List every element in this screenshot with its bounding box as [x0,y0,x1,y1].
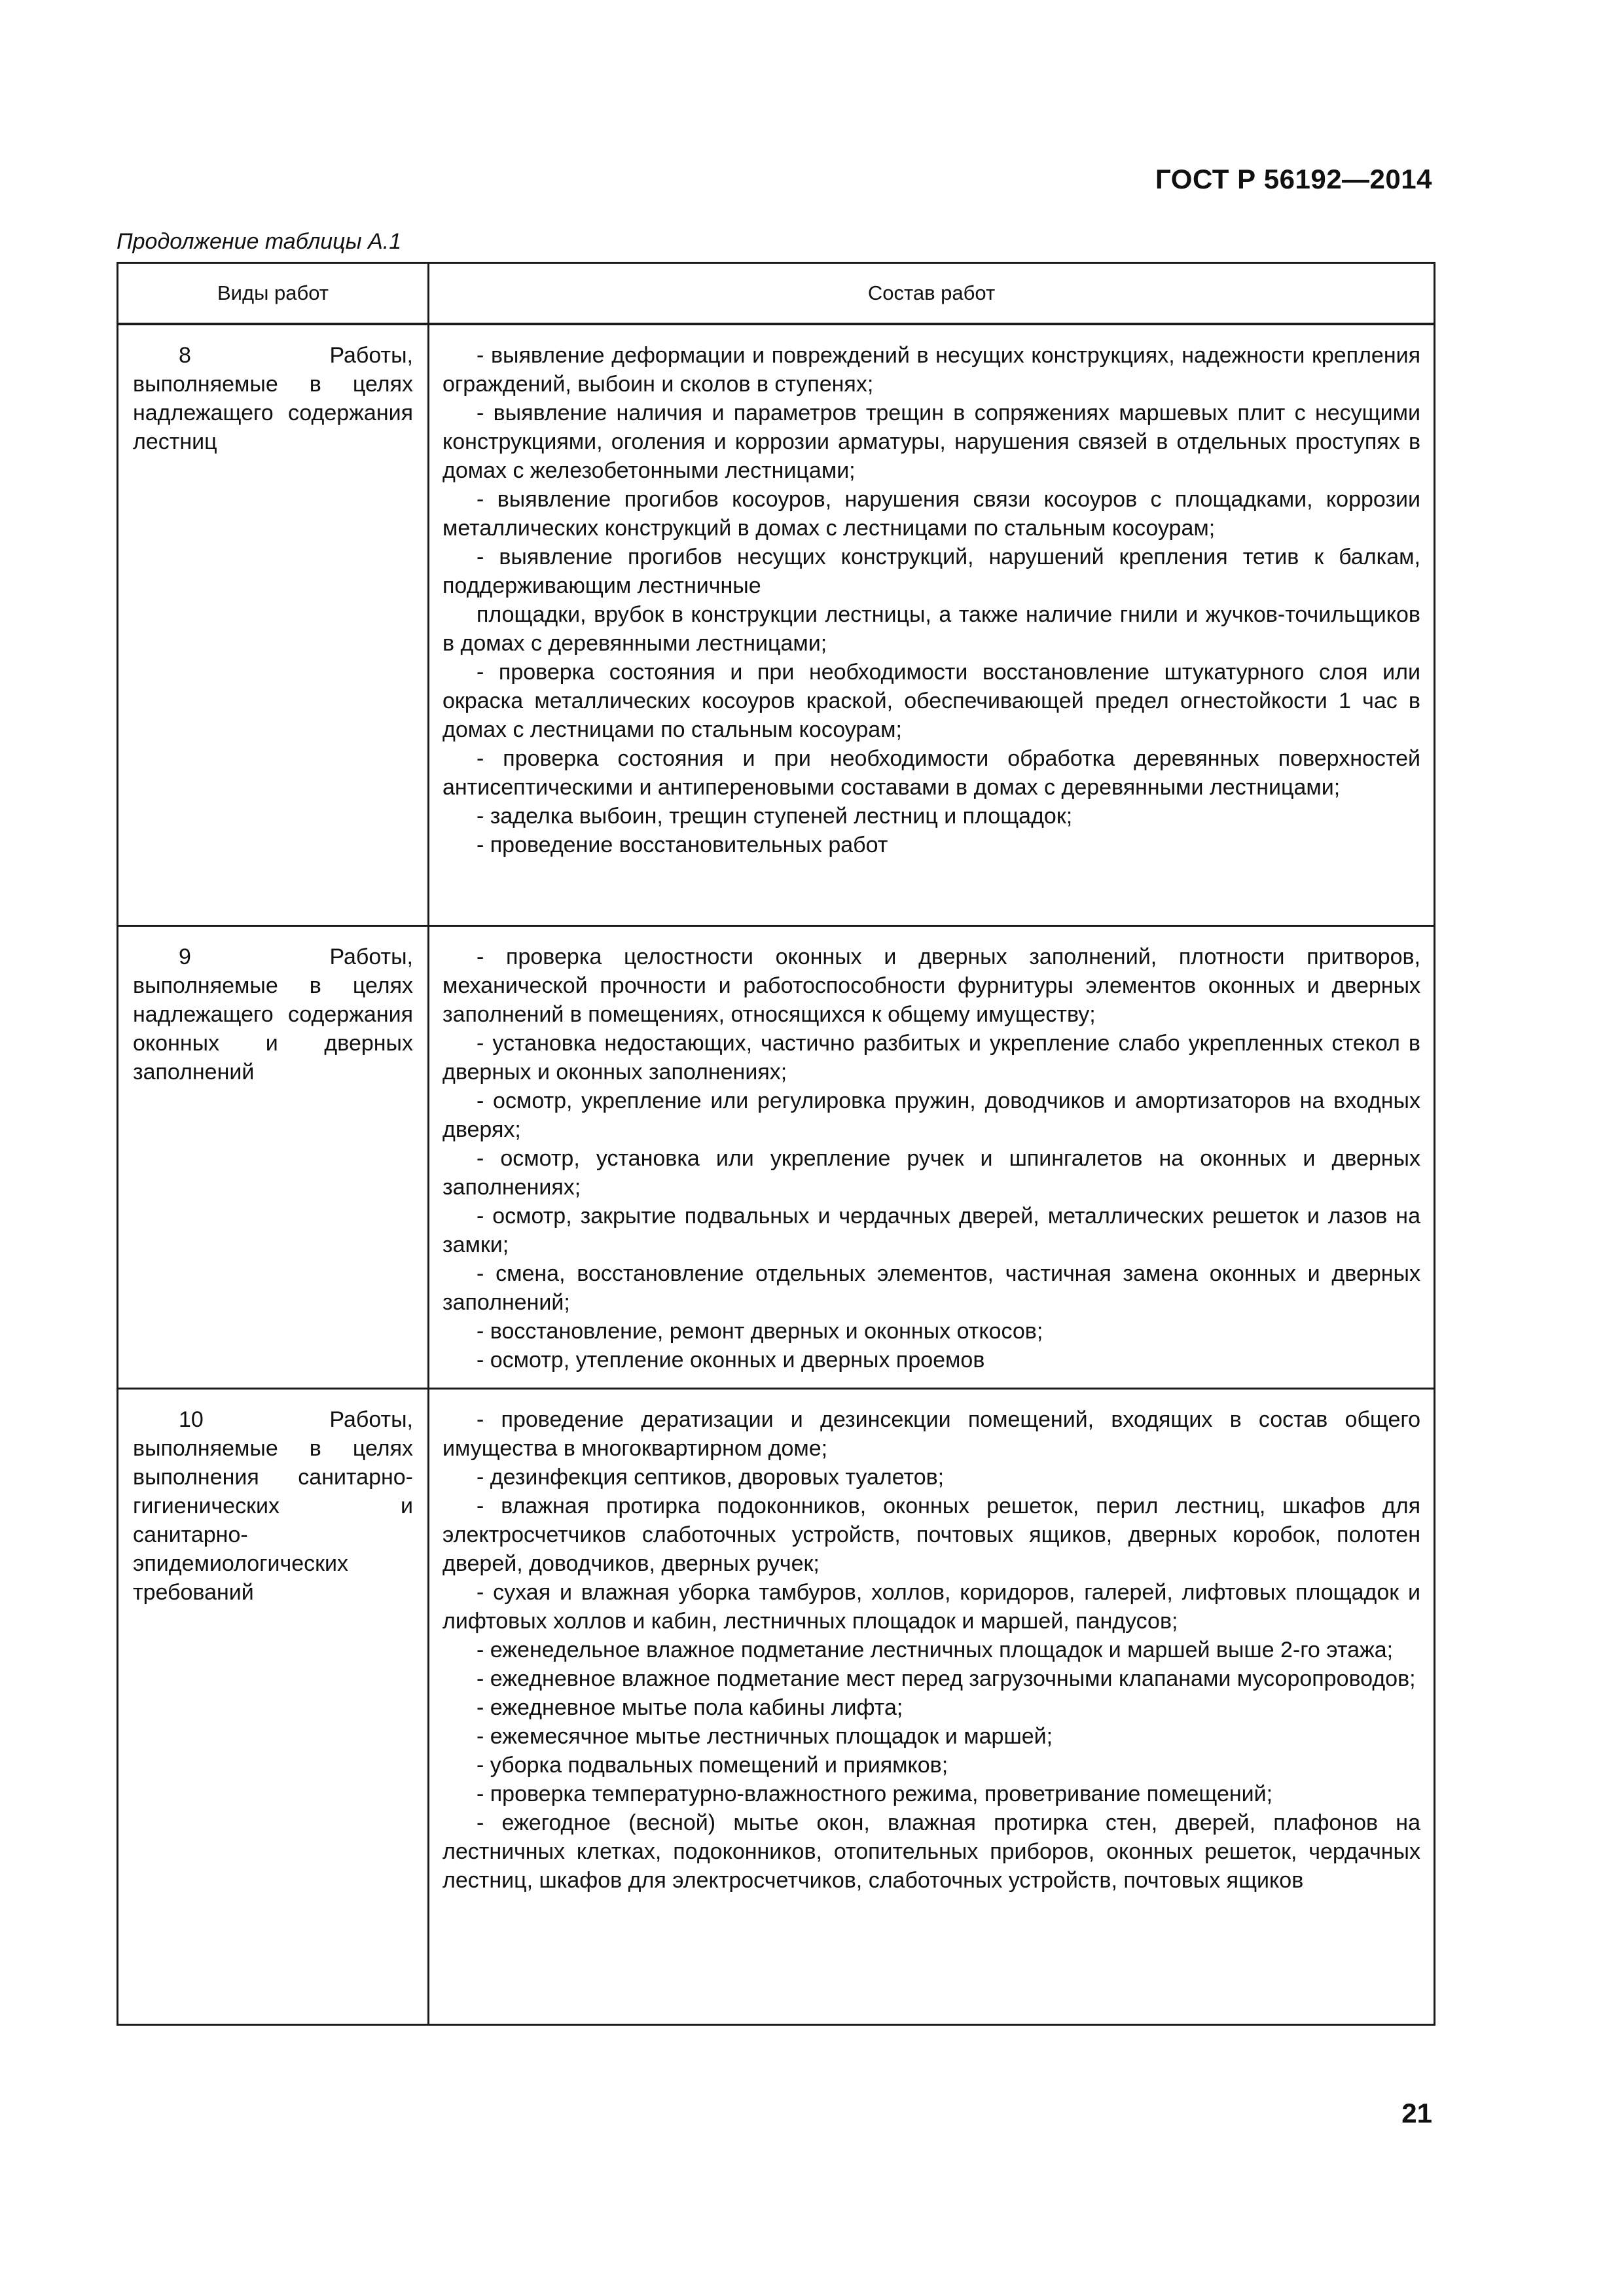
work-kind-cell [118,1389,429,2025]
list-item: - сухая и влажная уборка тамбуров, холлов, коридоров, галерей, лифтовых площадок и лифтовых холлов и кабин, лестничных площадок и маршей, пандусов; [442,1580,1420,1634]
list-item: - выявление прогибов несущих конструкций, нарушений крепления тетив к балкам, поддерживающим лестничные [442,545,1420,598]
list-item: площадки, врубок в конструкции лестницы, а также наличие гнили и жучков-точильщиков в домах с деревянными лестницами; [442,602,1420,656]
list-item: - проведение восстановительных работ [477,833,888,857]
list-item: - смена, восстановление отдельных элементов, частичная замена оконных и дверных заполнений; [442,1261,1420,1315]
work-content-cell [429,324,1435,926]
list-item: - ежемесячное мытье лестничных площадок и маршей; [477,1724,1053,1749]
work-kind-text: 8 Работы, выполняемые в целях надлежащего содержания лестниц [133,343,413,454]
list-item: - уборка подвальных помещений и приямков; [477,1753,948,1778]
list-item: - выявление деформации и повреждений в несущих конструкциях, надежности крепления ограждений, выбоин и сколов в ступенях; [442,343,1420,397]
list-item: - влажная протирка подоконников, оконных решеток, перил лестниц, шкафов для электросчетчиков слаботочных устройств, почтовых ящиков, дверных коробок, полотен дверей, доводчиков, дверных ручек; [442,1494,1420,1576]
work-kind-cell [118,926,429,1389]
list-item: - ежедневное мытье пола кабины лифта; [477,1695,903,1720]
list-item: - установка недостающих, частично разбитых и укрепление слабо укрепленных стекол в дверных и оконных заполнениях; [442,1031,1420,1085]
table-row [118,926,1435,1389]
document-code: ГОСТ Р 56192—2014 [1155,164,1432,194]
work-kind-text: 10 Работы, выполняемые в целях выполнения санитарно-гигиенических и санитарно-эпидемиологических требований [133,1407,413,1605]
list-item: - проведение дератизации и дезинсекции помещений, входящих в состав общего имущества в многоквартирном доме; [442,1407,1420,1461]
list-item: - осмотр, утепление оконных и дверных проемов [477,1348,985,1372]
work-content-cell [429,926,1435,1389]
list-item: - проверка температурно-влажностного режима, проветривание помещений; [477,1782,1273,1806]
table-row [118,324,1435,926]
work-kind-cell [118,324,429,926]
table-header-row [118,263,1435,325]
work-content-cell [429,1389,1435,2025]
list-item: - осмотр, закрытие подвальных и чердачных дверей, металлических решеток и лазов на замки; [442,1204,1420,1257]
list-item: - еженедельное влажное подметание лестничных площадок и маршей выше 2-го этажа; [477,1638,1394,1662]
page-number: 21 [1401,2098,1432,2128]
list-item: - проверка состояния и при необходимости восстановление штукатурного слоя или окраска металлических косоуров краской, обеспечивающей предел огнестойкости 1 час в домах с лестницами по стальным косоурам; [442,660,1420,742]
list-item: - осмотр, установка или укрепление ручек и шпингалетов на оконных и дверных заполнениях; [442,1146,1420,1200]
list-item: - выявление прогибов косоуров, нарушения связи косоуров с площадками, коррозии металлических конструкций в домах с лестницами по стальным косоурам; [442,487,1420,541]
work-kind-text: 9 Работы, выполняемые в целях надлежащего содержания оконных и дверных заполнений [133,944,413,1085]
column-header-content: Состав работ [429,263,1435,325]
works-table [117,262,1435,2026]
list-item: - проверка целостности оконных и дверных заполнений, плотности притворов, механической прочности и работоспособности фурнитуры элементов оконных и дверных заполнений в помещениях, относящихся к общему имуществу; [442,944,1420,1027]
list-item: - осмотр, укрепление или регулировка пружин, доводчиков и амортизаторов на входных дверях; [442,1088,1420,1142]
list-item: - восстановление, ремонт дверных и оконных откосов; [477,1319,1043,1344]
list-item: - ежедневное влажное подметание мест перед загрузочными клапанами мусоропроводов; [477,1666,1416,1691]
list-item: - проверка состояния и при необходимости обработка деревянных поверхностей антисептическими и антипереновыми составами в домах с деревянными лестницами; [442,746,1420,800]
table-row [118,1389,1435,2025]
list-item: - ежегодное (весной) мытье окон, влажная протирка стен, дверей, плафонов на лестничных клетках, подоконников, отопительных приборов, оконных решеток, чердачных лестниц, шкафов для электросчетчиков, слаботочных устройств, почтовых ящиков [442,1810,1420,1893]
list-item: - выявление наличия и параметров трещин в сопряжениях маршевых плит с несущими конструкциями, оголения и коррозии арматуры, нарушения связей в отдельных проступях в домах с железобетонными лестницами; [442,401,1420,483]
list-item: - дезинфекция септиков, дворовых туалетов; [477,1465,945,1490]
list-item: - заделка выбоин, трещин ступеней лестниц и площадок; [477,804,1073,829]
column-header-kind: Виды работ [118,263,429,325]
table-caption: Продолжение таблицы А.1 [117,229,402,254]
